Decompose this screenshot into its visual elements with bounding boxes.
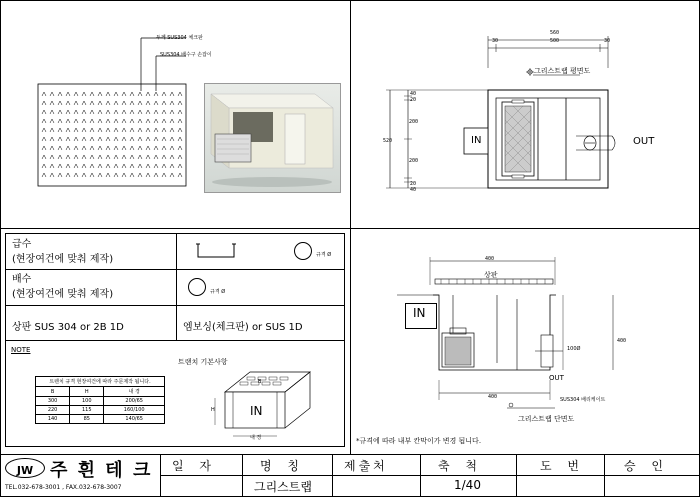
header-submit: 제출처 bbox=[344, 459, 388, 473]
plan-dim-30b: 30 bbox=[604, 38, 611, 44]
cell: 115 bbox=[70, 406, 104, 415]
cell: 160/100 bbox=[104, 406, 165, 415]
company-logo bbox=[5, 458, 45, 478]
spec-mid-line bbox=[176, 233, 177, 340]
drain-circle-label: 규격 Ø bbox=[210, 289, 226, 295]
supply-symbol bbox=[196, 242, 236, 260]
col-header-inner: 내 경 bbox=[104, 387, 165, 397]
label-checker-plate: 두께 SUS304 체크판 bbox=[156, 35, 203, 41]
spec-table-grid bbox=[35, 386, 165, 424]
supply-circle bbox=[294, 242, 312, 260]
divider-vertical bbox=[350, 0, 351, 454]
col-divider-1 bbox=[242, 454, 243, 497]
section-title: 그리스트랩 단면도 bbox=[518, 415, 575, 423]
section-plate-label: 상판 bbox=[484, 271, 498, 279]
section-footnote: *규격에 따라 내부 칸막이가 변경 됩니다. bbox=[356, 437, 482, 445]
title-block-mid-line bbox=[160, 475, 700, 476]
drain-circle bbox=[188, 278, 206, 296]
trench-b-label: B bbox=[258, 379, 262, 385]
col-divider-4 bbox=[516, 454, 517, 497]
section-dim-right: 400 bbox=[617, 338, 627, 344]
cell: 140/65 bbox=[104, 415, 165, 424]
plan-dim-left-b: 20 bbox=[410, 97, 417, 103]
scale-value: 1/40 bbox=[454, 478, 481, 492]
section-dim-bottom: 400 bbox=[488, 394, 498, 400]
col-header-h: H bbox=[70, 387, 104, 397]
plan-dim-left-d: 200 bbox=[409, 158, 419, 164]
section-in-label: IN bbox=[413, 306, 426, 320]
material-right: 엠보싱(체크판) or SUS 1D bbox=[183, 322, 303, 333]
spec-row-line-3 bbox=[5, 340, 345, 341]
section-dim-top: 400 bbox=[485, 256, 495, 262]
title-block-top-line bbox=[0, 454, 700, 455]
col-header-b: B bbox=[36, 387, 70, 397]
plan-title: 그리스트랩 평면도 bbox=[534, 67, 591, 75]
col-divider-2 bbox=[332, 454, 333, 497]
plan-dim-500: 500 bbox=[550, 38, 560, 44]
header-name: 명 칭 bbox=[260, 459, 305, 473]
supply-circle-label: 규격 Ø bbox=[316, 252, 332, 258]
cell: 300 bbox=[36, 397, 70, 406]
plan-dim-left-e: 20 bbox=[410, 181, 417, 187]
trench-h-label: H bbox=[211, 407, 215, 413]
plan-dim-30a: 30 bbox=[492, 38, 499, 44]
cell: 85 bbox=[70, 415, 104, 424]
table-row bbox=[36, 415, 165, 424]
trench-title: 트랜치 기본사항 bbox=[178, 358, 228, 366]
spec-row-line-1 bbox=[5, 269, 345, 270]
spec-table-caption: 트렌치 규격 현장여건에 따라 주문제작 됩니다. bbox=[35, 376, 165, 386]
header-scale: 축 척 bbox=[438, 459, 483, 473]
plan-dim-total: 560 bbox=[550, 30, 560, 36]
cell: 200/65 bbox=[104, 397, 165, 406]
spec-table bbox=[35, 376, 165, 424]
plan-in-label: IN bbox=[471, 135, 482, 146]
title-block-left-divider bbox=[160, 454, 161, 497]
logo-text: JW bbox=[16, 464, 34, 477]
divider-horizontal bbox=[0, 228, 700, 229]
cell: 220 bbox=[36, 406, 70, 415]
col-divider-3 bbox=[420, 454, 421, 497]
grating-pattern bbox=[36, 36, 196, 196]
header-date: 일 자 bbox=[172, 459, 217, 473]
plan-view-drawing bbox=[380, 30, 680, 200]
header-drawing-no: 도 번 bbox=[540, 459, 585, 473]
label-drain-handle: SUS304 배수구 손잡이 bbox=[160, 52, 212, 58]
company-contact: TEL.032-678-3001 , FAX.032-678-3007 bbox=[5, 484, 122, 491]
col-divider-5 bbox=[604, 454, 605, 497]
cell: 100 bbox=[70, 397, 104, 406]
table-row bbox=[36, 397, 165, 406]
company-name: 주 흰 테 크 bbox=[50, 460, 153, 481]
note-title: NOTE bbox=[11, 346, 31, 354]
section-out-label: OUT bbox=[549, 374, 564, 382]
trench-in-label: IN bbox=[250, 404, 263, 418]
plan-out-label: OUT bbox=[633, 136, 655, 147]
plan-dim-left-a: 40 bbox=[410, 91, 417, 97]
material-left: 상판 SUS 304 or 2B 1D bbox=[12, 322, 124, 333]
supply-label: 급수 (현장여건에 맞춰 제작) bbox=[12, 239, 114, 265]
plan-dim-left-f: 40 bbox=[410, 187, 417, 193]
drawing-name-value: 그리스트랩 bbox=[254, 480, 312, 494]
plan-dim-left-total: 520 bbox=[383, 138, 393, 144]
product-photo bbox=[204, 83, 341, 193]
trench-inner-label: 내 경 bbox=[250, 435, 262, 441]
section-pipe-label: 100Ø bbox=[567, 346, 581, 352]
spec-row-line-2 bbox=[5, 305, 345, 306]
plan-dim-left-c: 200 bbox=[409, 119, 419, 125]
cell: 140 bbox=[36, 415, 70, 424]
table-row bbox=[36, 406, 165, 415]
drain-label: 배수 (현장여건에 맞춰 제작) bbox=[12, 274, 114, 300]
header-approval: 승 인 bbox=[624, 459, 669, 473]
section-plate-note: SUS304 배리케이트 bbox=[560, 397, 606, 403]
